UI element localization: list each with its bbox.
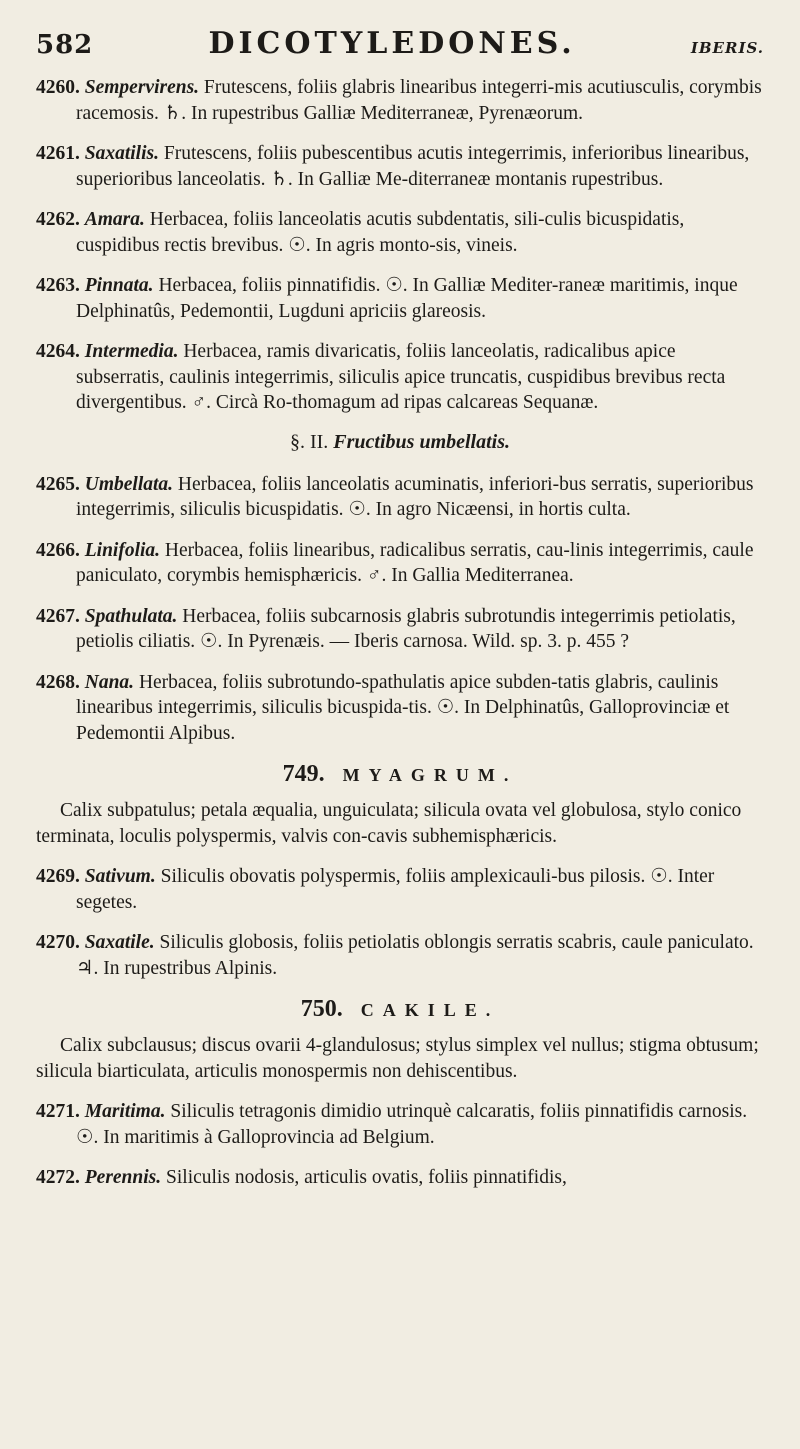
species-name: Nana. — [84, 671, 135, 693]
species-entry — [36, 339, 764, 416]
genus-number: 750. — [300, 996, 343, 1022]
entry-number: 4261. — [36, 143, 80, 164]
species-entry — [36, 207, 764, 258]
species-entry — [36, 864, 764, 915]
entry-number: 4268. — [36, 671, 80, 693]
species-entry — [36, 670, 764, 747]
genus-description: Calix subpatulus; petala æqualia, unguiculata; silicula ovata vel globulosa, stylo conico terminata, loculis polyspermis, valvis con-cavis subhemisphæricis. — [36, 800, 742, 847]
entry-text: Herbacea, foliis lanceolatis acutis subdentatis, sili-culis bicuspidatis, cuspidibus rectis brevibus. ☉. In agris monto-sis, vineis. — [76, 209, 685, 256]
species-name: Umbellata. — [84, 473, 174, 495]
entry-number: 4264. — [36, 341, 80, 362]
entry-text: Herbacea, foliis subrotundo-spathulatis apice subden-tatis glabris, caulinis linearibus integerrimis, siliculis bicuspida-tis. ☉. In Delphinatûs, Galloprovinciæ et Pedemontii Alpibus. — [76, 671, 730, 744]
section-label: §. II. — [289, 430, 329, 453]
species-name: Saxatilis. — [84, 143, 159, 164]
entry-number: 4265. — [36, 473, 80, 495]
entry-number: 4266. — [36, 539, 80, 561]
entry-text: Herbacea, foliis linearibus, radicalibus serratis, cau-linis integerrimis, caule paniculato, corymbis hemisphæricis. ♂. In Gallia Mediterranea. — [76, 539, 754, 586]
running-header — [36, 26, 764, 61]
entry-number: 4267. — [36, 605, 80, 627]
running-title: DICOTYLEDONES. — [208, 26, 576, 61]
species-entry — [36, 141, 764, 192]
genus-description: Calix subclausus; discus ovarii 4-glandulosus; stylus simplex vel nullus; stigma obtusum; silicula biarticulata, articulis monospermis non dehiscentibus. — [36, 1035, 759, 1082]
section-heading — [36, 431, 764, 454]
entry-text: Herbacea, ramis divaricatis, foliis lanceolatis, radicalibus apice subserratis, caulinis integerrimis, siliculis apice truncatis, cuspidibus brevibus recta divergentibus. ♂. Circà Ro-thomagum ad ripas calcareas Sequanæ. — [76, 341, 726, 413]
species-name: Intermedia. — [84, 341, 179, 362]
species-entry — [36, 930, 764, 981]
entry-text: Siliculis obovatis polyspermis, foliis amplexicauli-bus pilosis. ☉. Inter segetes. — [76, 866, 715, 913]
entry-text: Siliculis tetragonis dimidio utrinquè calcaratis, foliis pinnatifidis carnosis. ☉. In maritimis à Galloprovincia ad Belgium. — [76, 1101, 748, 1148]
species-entry — [36, 604, 764, 655]
species-entry — [36, 472, 764, 523]
entry-number: 4269. — [36, 866, 80, 887]
page-number: 582 — [36, 30, 94, 60]
species-entry — [36, 538, 764, 589]
genus-name: MYAGRUM. — [342, 765, 518, 785]
entry-number: 4263. — [36, 275, 80, 296]
entry-number: 4271. — [36, 1101, 80, 1122]
species-entry — [36, 1099, 764, 1150]
species-name: Sempervirens. — [84, 77, 200, 98]
species-entry — [36, 1165, 764, 1191]
entry-text: Frutescens, foliis pubescentibus acutis integerrimis, inferioribus linearibus, superioribus lanceolatis. ♄. In Galliæ Me-diterraneæ montanis rupestribus. — [76, 143, 750, 190]
entry-text: Siliculis nodosis, articulis ovatis, foliis pinnatifidis, — [161, 1167, 567, 1188]
entry-number: 4262. — [36, 209, 80, 230]
genus-name: CAKILE. — [360, 1000, 500, 1020]
species-name: Pinnata. — [84, 275, 154, 296]
entry-number: 4270. — [36, 932, 80, 953]
entry-text: Herbacea, foliis lanceolatis acuminatis, inferiori-bus serratis, superioribus integerrimis, siliculis bicuspidatis. ☉. In agro Nicæensi, in hortis culta. — [76, 473, 754, 520]
entry-text: Herbacea, foliis pinnatifidis. ☉. In Galliæ Mediter-raneæ maritimis, inque Delphinatûs, Pedemontii, Lugduni apriciis glareosis. — [76, 275, 738, 322]
genus-heading-cakile — [36, 996, 764, 1023]
section-title: Fructibus umbellatis. — [333, 430, 511, 453]
running-genus: IBERIS. — [690, 39, 764, 57]
species-name: Amara. — [84, 209, 145, 230]
genus-number: 749. — [282, 761, 325, 787]
entry-number: 4260. — [36, 77, 80, 98]
species-name: Spathulata. — [84, 605, 178, 627]
entry-text: Frutescens, foliis glabris linearibus integerri-mis acutiusculis, corymbis racemosis. ♄. In rupestribus Galliæ Mediterraneæ, Pyrenæorum. — [76, 77, 762, 124]
species-entry — [36, 273, 764, 324]
species-name: Saxatile. — [84, 932, 155, 953]
species-name: Maritima. — [84, 1101, 166, 1122]
species-name: Linifolia. — [84, 539, 161, 561]
species-name: Perennis. — [84, 1167, 162, 1188]
species-entry — [36, 75, 764, 126]
entry-text: Herbacea, foliis subcarnosis glabris subrotundis integerrimis petiolatis, petiolis ciliatis. ☉. In Pyrenæis. — Iberis carnosa. Wild. sp. 3. p. 455 ? — [76, 605, 736, 652]
species-name: Sativum. — [84, 866, 156, 887]
genus-heading-myagrum — [36, 761, 764, 788]
entry-number: 4272. — [36, 1167, 80, 1188]
entry-text: Siliculis globosis, foliis petiolatis oblongis serratis scabris, caule paniculato. ♃. In rupestribus Alpinis. — [76, 932, 754, 979]
